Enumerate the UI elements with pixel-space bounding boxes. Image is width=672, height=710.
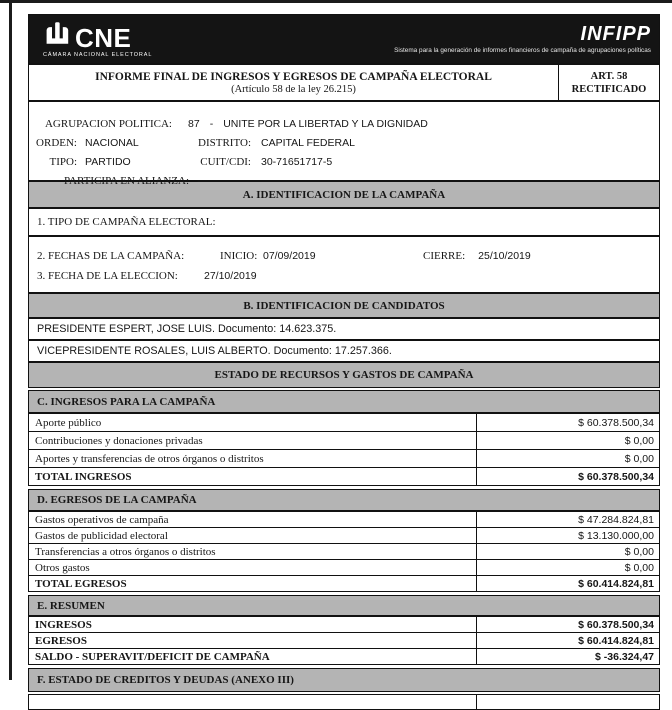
- table-row: [29, 414, 659, 431]
- infipp-logo: [394, 22, 651, 54]
- row-amount: $ 60.378.500,34: [476, 468, 659, 485]
- table-row: [29, 559, 659, 575]
- row-label: TOTAL EGRESOS: [35, 577, 127, 590]
- table-row: [29, 512, 659, 527]
- candidate-row: PRESIDENTE ESPERT, JOSE LUIS. Documento: 14.623.375.: [28, 318, 660, 340]
- orden-label: ORDEN:: [36, 136, 77, 149]
- table-row: [29, 449, 659, 467]
- dates-label: 2. FECHAS DE LA CAMPAÑA:: [37, 250, 185, 262]
- candidates-list: [28, 318, 660, 362]
- row-amount: $ 60.414.824,81: [476, 576, 659, 591]
- title-row: [28, 64, 660, 101]
- row-label: Gastos de publicidad electoral: [35, 529, 168, 542]
- row-amount: $ 0,00: [476, 544, 659, 559]
- cne-logo: [43, 21, 152, 58]
- row-amount: $ 13.130.000,00: [476, 528, 659, 543]
- egresos-table: [28, 511, 660, 592]
- alianza-value: -: [197, 174, 201, 187]
- report-form: [28, 14, 660, 710]
- tipo-label: TIPO:: [49, 155, 77, 168]
- ingresos-table: [28, 413, 660, 486]
- row-label: EGRESOS: [35, 634, 87, 647]
- table-row: [29, 648, 659, 664]
- table-row: [29, 467, 659, 485]
- table-row: [29, 617, 659, 632]
- row-amount: $ 60.414.824,81: [476, 633, 659, 648]
- agrupacion-name: UNITE POR LA LIBERTAD Y LA DIGNIDAD: [223, 117, 428, 130]
- section-f-header: F. ESTADO DE CREDITOS Y DEUDAS (ANEXO III): [28, 668, 660, 692]
- row-label: Aporte público: [35, 416, 102, 429]
- cne-subtitle: CÁMARA NACIONAL ELECTORAL: [43, 51, 153, 58]
- election-date-label: 3. FECHA DE LA ELECCION:: [37, 270, 178, 282]
- tipo-value: PARTIDO: [85, 155, 131, 168]
- row-label: SALDO - SUPERAVIT/DEFICIT DE CAMPAÑA: [35, 650, 270, 663]
- agrupacion-number: 87: [188, 117, 200, 130]
- table-row: [29, 543, 659, 559]
- resumen-table: [28, 616, 660, 665]
- row-label: TOTAL INGRESOS: [35, 470, 132, 483]
- inicio-label: INICIO:: [220, 250, 258, 262]
- inicio-value: 07/09/2019: [263, 250, 316, 262]
- row-label: Otros gastos: [35, 561, 90, 574]
- scan-edge-left: [9, 0, 12, 680]
- row-amount: $ 0,00: [476, 432, 659, 449]
- campaign-type-row: [28, 208, 660, 236]
- row-amount: $ -36.324,47: [476, 649, 659, 664]
- cne-building-icon: [43, 21, 70, 50]
- row-amount: $ 0,00: [476, 450, 659, 467]
- table-row: [29, 632, 659, 648]
- alianza-label: PARTICIPA EN ALIANZA:: [63, 174, 189, 187]
- agrupacion-separator: -: [209, 117, 214, 130]
- scan-edge-top: [0, 0, 672, 3]
- cuit-value: 30-71651717-5: [261, 155, 333, 168]
- row-amount: $ 60.378.500,34: [476, 414, 659, 431]
- infipp-subtitle: Sistema para la generación de informes financieros de campaña de agrupaciones políticas: [394, 46, 651, 54]
- article-box: [558, 65, 659, 100]
- cierre-value: 25/10/2019: [478, 250, 531, 262]
- candidate-row: VICEPRESIDENTE ROSALES, LUIS ALBERTO. Documento: 17.257.366.: [28, 340, 660, 362]
- estado-header: ESTADO DE RECURSOS Y GASTOS DE CAMPAÑA: [28, 362, 660, 388]
- section-d-header: D. EGRESOS DE LA CAMPAÑA: [28, 489, 660, 511]
- row-amount: $ 0,00: [476, 560, 659, 575]
- header-bar: [28, 14, 660, 64]
- row-label: Contribuciones y donaciones privadas: [35, 434, 203, 447]
- article-number: ART. 58: [590, 70, 628, 82]
- cne-acronym: CNE: [75, 22, 132, 53]
- report-title: INFORME FINAL DE INGRESOS Y EGRESOS DE CAMPAÑA ELECTORAL: [95, 70, 492, 83]
- partial-amount-cell: [476, 695, 659, 709]
- election-date-value: 27/10/2019: [204, 270, 257, 282]
- orden-value: NACIONAL: [85, 136, 139, 149]
- cierre-label: CIERRE:: [423, 250, 466, 262]
- row-amount: $ 60.378.500,34: [476, 617, 659, 632]
- row-label: Aportes y transferencias de otros órganos o distritos: [35, 452, 264, 465]
- section-c-header: C. INGRESOS PARA LA CAMPAÑA: [28, 390, 660, 413]
- row-label: INGRESOS: [35, 618, 92, 631]
- distrito-value: CAPITAL FEDERAL: [261, 136, 355, 149]
- table-row: [29, 575, 659, 591]
- campaign-type-label: 1. TIPO DE CAMPAÑA ELECTORAL:: [37, 216, 216, 228]
- infipp-name: INFIPP: [580, 22, 651, 45]
- table-row: [29, 527, 659, 543]
- cuit-label: CUIT/CDI:: [200, 155, 251, 168]
- creditos-table-partial-row: [28, 694, 660, 710]
- section-a-header: A. IDENTIFICACION DE LA CAMPAÑA: [28, 181, 660, 208]
- distrito-label: DISTRITO:: [198, 136, 251, 149]
- row-amount: $ 47.284.824,81: [476, 512, 659, 527]
- rectified-label: RECTIFICADO: [571, 83, 647, 95]
- section-b-header: B. IDENTIFICACION DE CANDIDATOS: [28, 293, 660, 318]
- report-subtitle: (Artículo 58 de la ley 26.215): [231, 83, 356, 95]
- agrupacion-label: AGRUPACION POLITICA:: [44, 117, 172, 130]
- row-label: Gastos operativos de campaña: [35, 513, 169, 526]
- table-row: [29, 431, 659, 449]
- row-label: Transferencias a otros órganos o distritos: [35, 545, 216, 558]
- party-info-block: [28, 101, 660, 187]
- section-e-header: E. RESUMEN: [28, 595, 660, 616]
- campaign-dates-block: [28, 236, 660, 293]
- partial-label-cell: [29, 695, 476, 709]
